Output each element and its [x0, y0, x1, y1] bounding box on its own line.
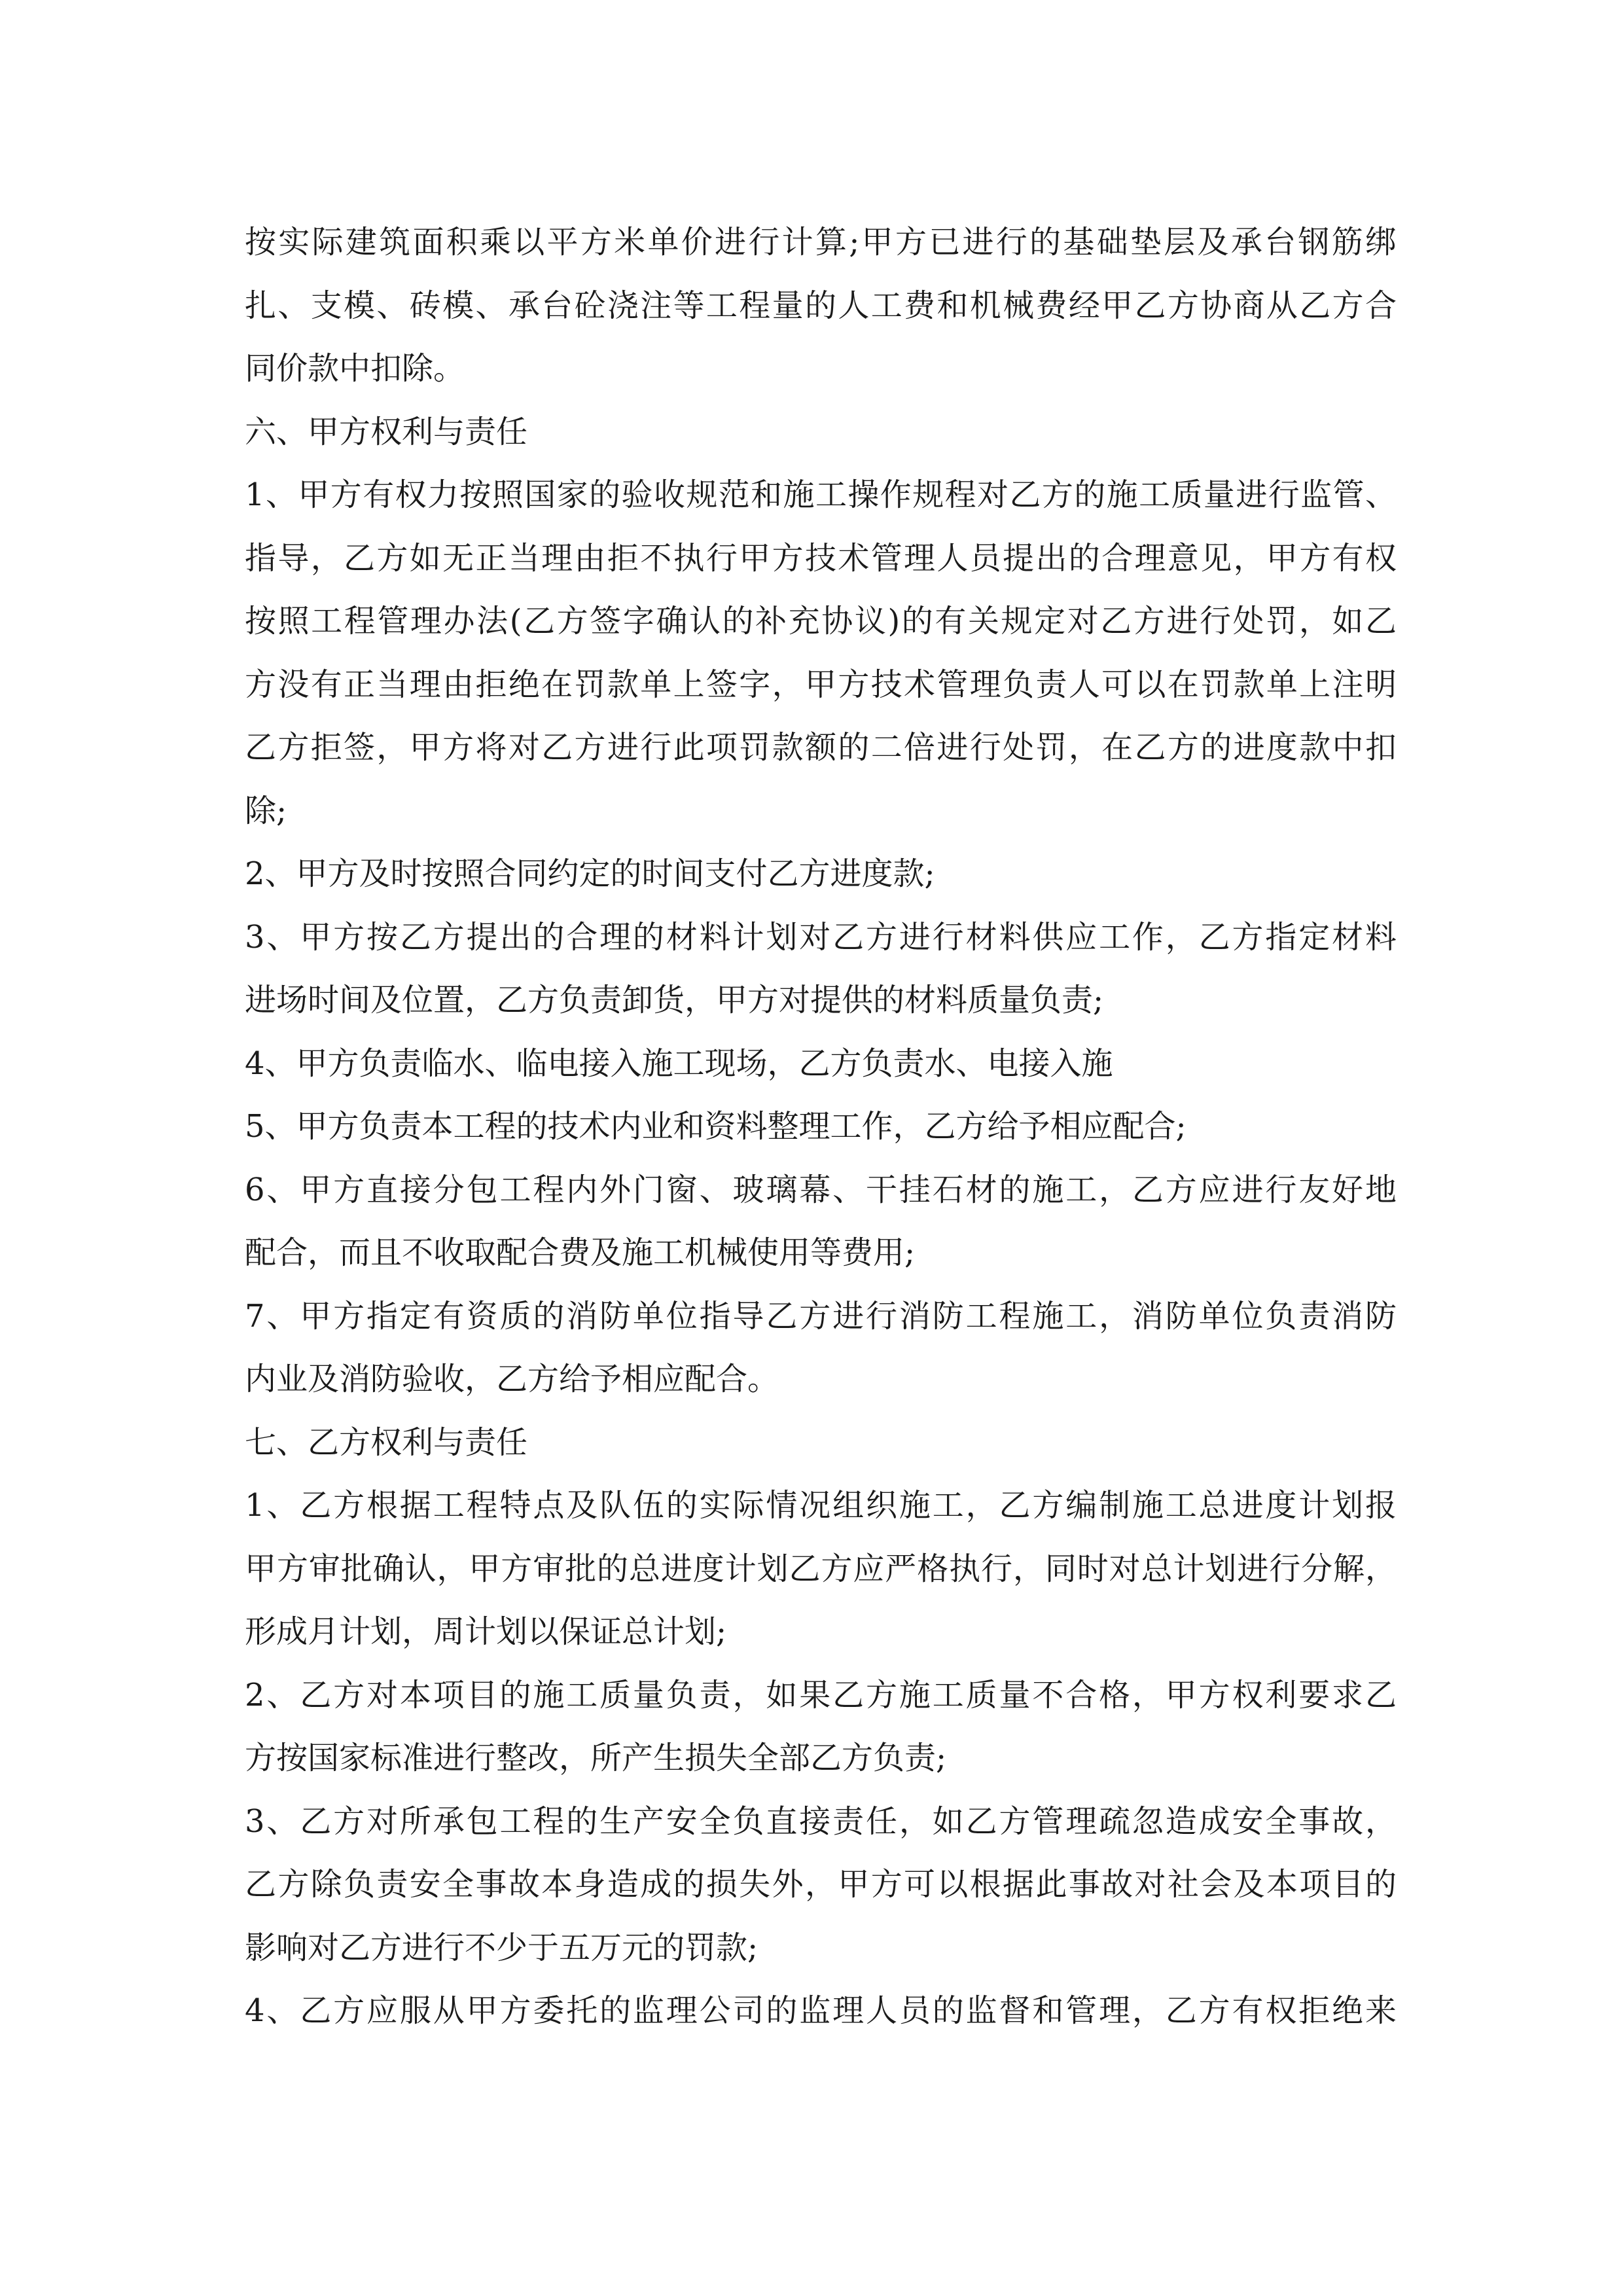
text-line: 1、乙方根据工程特点及队伍的实际情况组织施工，乙方编制施工总进度计划报 [245, 1487, 1397, 1524]
text-line: 6、甲方直接分包工程内外门窗、玻璃幕、干挂石材的施工，乙方应进行友好地 [245, 1171, 1397, 1208]
text-line: 影响对乙方进行不少于五万元的罚款; [245, 1929, 758, 1966]
text-line: 除; [245, 792, 287, 829]
section-heading: 六、甲方权利与责任 [245, 413, 528, 450]
text-line: 指导，乙方如无正当理由拒不执行甲方技术管理人员提出的合理意见，甲方有权 [245, 539, 1397, 577]
text-line: 2、甲方及时按照合同约定的时间支付乙方进度款; [245, 855, 935, 892]
text-line: 方没有正当理由拒绝在罚款单上签字，甲方技术管理负责人可以在罚款单上注明 [245, 666, 1397, 703]
text-line: 按实际建筑面积乘以平方米单价进行计算;甲方已进行的基础垫层及承台钢筋绑 [245, 224, 1397, 260]
text-line: 配合，而且不收取配合费及施工机械使用等费用; [245, 1234, 916, 1271]
text-line: 甲方审批确认，甲方审批的总进度计划乙方应严格执行，同时对总计划进行分解， [245, 1550, 1397, 1587]
text-line: 按照工程管理办法(乙方签字确认的补充协议)的有关规定对乙方进行处罚，如乙 [245, 603, 1397, 639]
text-line: 1、甲方有权力按照国家的验收规范和施工操作规程对乙方的施工质量进行监管、 [245, 476, 1397, 513]
text-line: 扎、支模、砖模、承台砼浇注等工程量的人工费和机械费经甲乙方协商从乙方合 [245, 287, 1397, 324]
document-body [245, 211, 1397, 2043]
text-line: 7、甲方指定有资质的消防单位指导乙方进行消防工程施工，消防单位负责消防 [245, 1297, 1397, 1335]
text-line: 进场时间及位置，乙方负责卸货，甲方对提供的材料质量负责; [245, 982, 1104, 1018]
text-line: 5、甲方负责本工程的技术内业和资料整理工作，乙方给予相应配合; [245, 1108, 1186, 1145]
text-line: 4、乙方应服从甲方委托的监理公司的监理人员的监督和管理，乙方有权拒绝来 [245, 1992, 1397, 2029]
section-heading: 七、乙方权利与责任 [245, 1424, 528, 1461]
text-line: 3、乙方对所承包工程的生产安全负直接责任，如乙方管理疏忽造成安全事故， [245, 1803, 1397, 1840]
text-line: 2、乙方对本项目的施工质量负责，如果乙方施工质量不合格，甲方权利要求乙 [245, 1676, 1397, 1713]
text-line: 3、甲方按乙方提出的合理的材料计划对乙方进行材料供应工作，乙方指定材料 [245, 918, 1397, 956]
text-line: 形成月计划，周计划以保证总计划; [245, 1613, 727, 1650]
text-line: 同价款中扣除。 [245, 350, 465, 387]
text-line: 内业及消防验收，乙方给予相应配合。 [245, 1361, 779, 1397]
text-line: 乙方拒签，甲方将对乙方进行此项罚款额的二倍进行处罚，在乙方的进度款中扣 [245, 729, 1397, 766]
text-line: 4、甲方负责临水、临电接入施工现场，乙方负责水、电接入施 [245, 1045, 1113, 1082]
text-line: 乙方除负责安全事故本身造成的损失外，甲方可以根据此事故对社会及本项目的 [245, 1866, 1397, 1903]
text-line: 方按国家标准进行整改，所产生损失全部乙方负责; [245, 1740, 947, 1776]
